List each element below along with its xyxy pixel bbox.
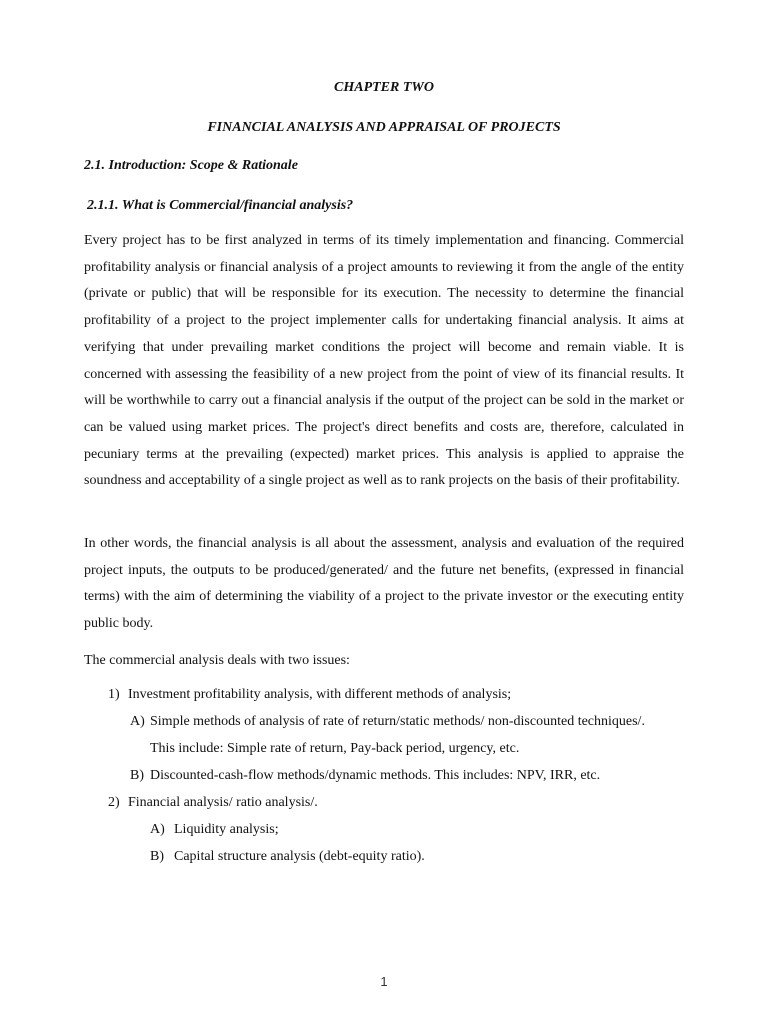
paragraph-1: Every project has to be first analyzed in terms of its timely implementation and financing. Commercial profitability analysis or financial analysis of a project amounts to reviewing it from the angle of the entity (private or public) that will be responsible for its execution. The necessity to determine the financial profitability of a project to the project implementer calls for undertaking financial analysis. It aims at verifying that under prevailing market conditions the project will become and remain viable. It is concerned with assessing the feasibility of a new project from the point of view of its financial results. It will be worthwhile to carry out a financial analysis if the output of the project can be sold in the market or can be valued using market prices. The project's direct benefits and costs are, therefore, calculated in pecuniary terms at the prevailing (expected) market prices. This analysis is applied to appraise the soundness and acceptability of a single project as well as to rank projects on the basis of their profitability. xyxy=(84,233,684,489)
list-marker: B) xyxy=(150,849,164,864)
list-item-text: Investment profitability analysis, with different methods of analysis; xyxy=(128,687,512,702)
page-number: 1 xyxy=(380,974,388,989)
sub-list-item xyxy=(150,844,425,871)
sub-list-item xyxy=(150,817,279,844)
section-heading: 2.1. Introduction: Scope & Rationale xyxy=(84,158,298,173)
list-marker: A) xyxy=(150,822,165,837)
sub-list-item xyxy=(130,763,600,790)
list-item-text: Financial analysis/ ratio analysis/. xyxy=(128,795,318,810)
list-marker: B) xyxy=(130,768,144,783)
sub-list-item-continuation: This include: Simple rate of return, Pay-back period, urgency, etc. xyxy=(150,741,520,756)
paragraph-2: In other words, the financial analysis is all about the assessment, analysis and evaluation of the required project inputs, the outputs to be produced/generated/ and the future net benefits, (expressed in financial terms) with the aim of determining the viability of a project to the private investor or the executing entity public body. xyxy=(84,536,684,632)
list-marker: 1) xyxy=(108,687,120,702)
sub-list-item xyxy=(130,709,645,736)
list-item xyxy=(108,790,318,817)
list-marker: A) xyxy=(130,714,145,729)
list-item-text: Capital structure analysis (debt-equity ratio). xyxy=(174,849,425,864)
subsection-heading: 2.1.1. What is Commercial/financial analysis? xyxy=(87,198,354,213)
document-title: FINANCIAL ANALYSIS AND APPRAISAL OF PROJECTS xyxy=(207,120,561,135)
list-item xyxy=(108,682,511,709)
list-item-text: Liquidity analysis; xyxy=(174,822,279,837)
list-item-text: Discounted-cash-flow methods/dynamic methods. This includes: NPV, IRR, etc. xyxy=(150,768,601,783)
list-item-text: Simple methods of analysis of rate of return/static methods/ non-discounted techniques/. xyxy=(150,714,645,729)
chapter-heading: CHAPTER TWO xyxy=(334,80,434,95)
list-marker: 2) xyxy=(108,795,120,810)
paragraph-3: The commercial analysis deals with two issues: xyxy=(84,653,350,668)
